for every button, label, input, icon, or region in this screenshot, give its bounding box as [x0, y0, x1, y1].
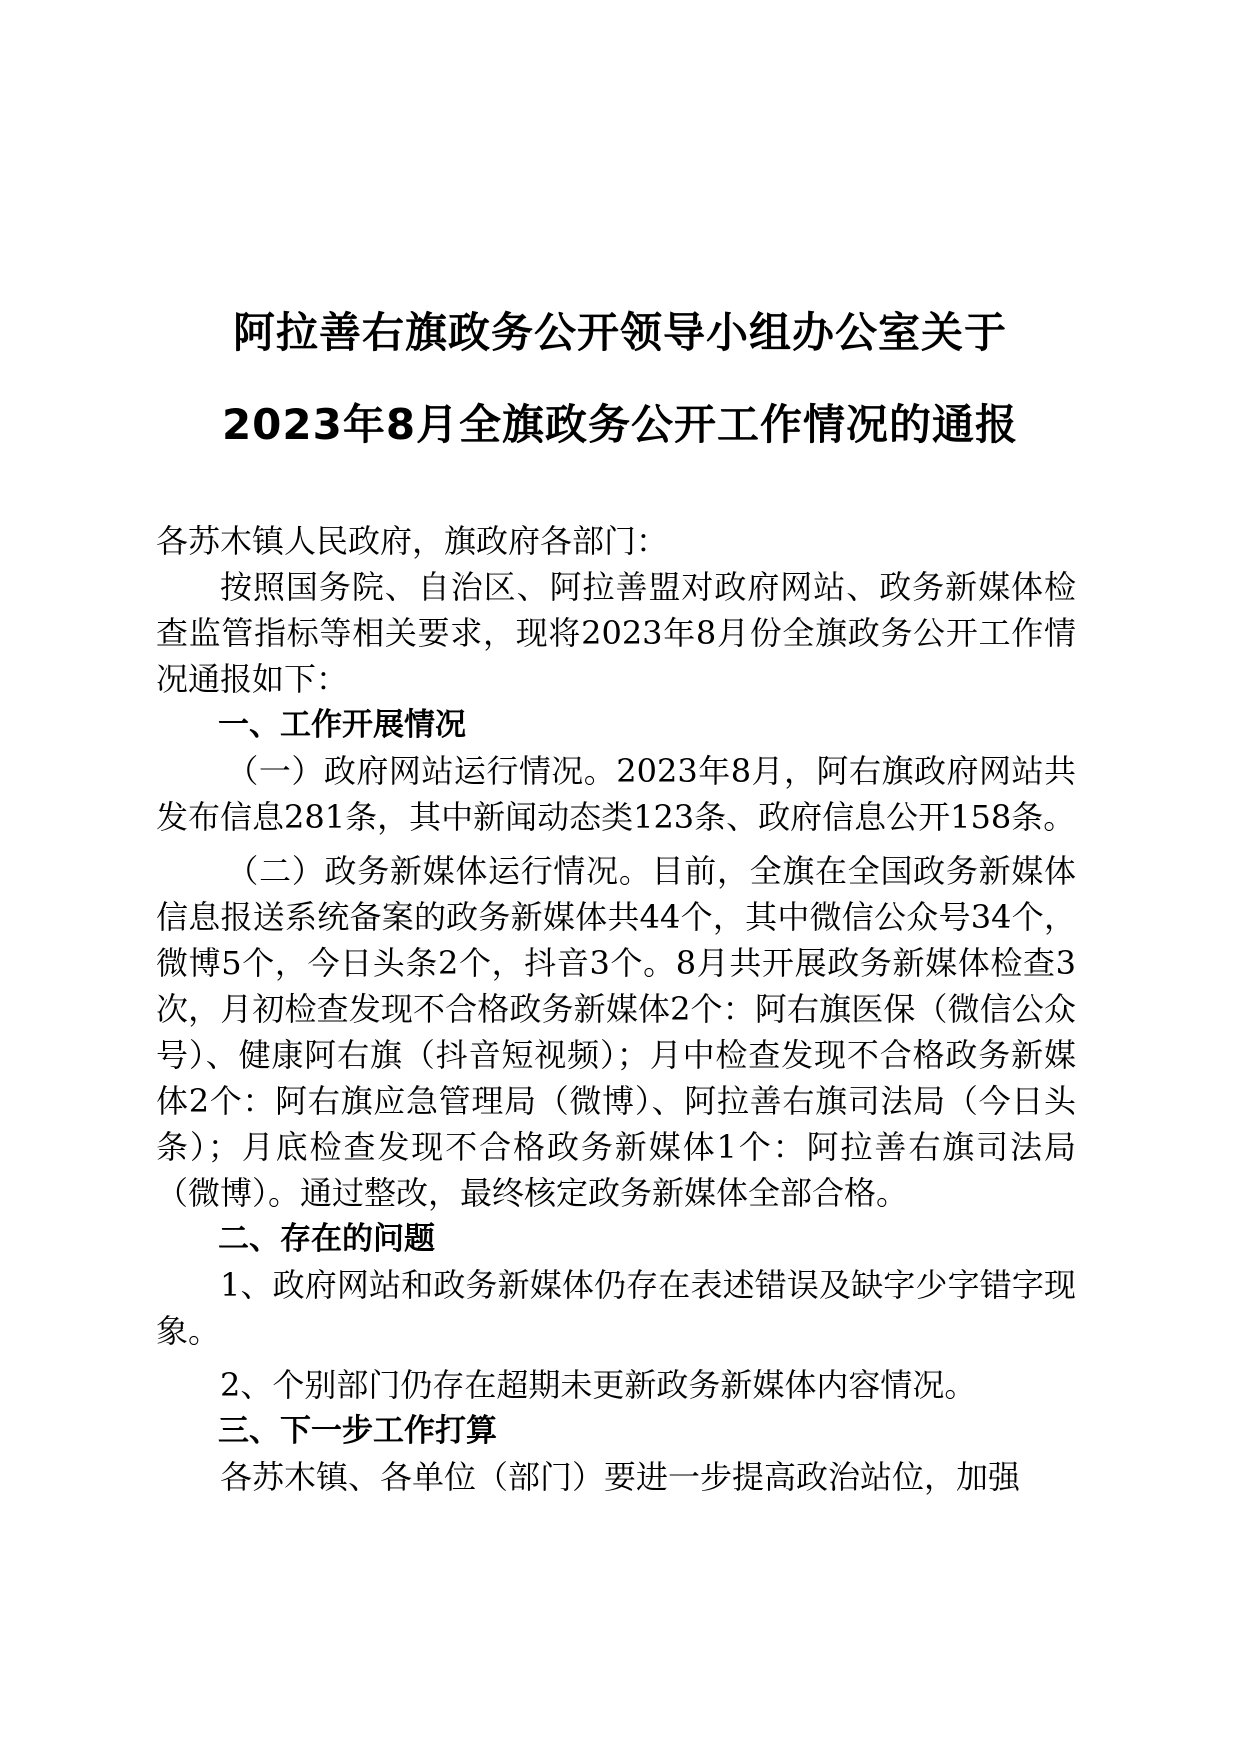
section-3-heading: 三、下一步工作打算	[218, 1413, 497, 1449]
section-1-heading: 一、工作开展情况	[218, 707, 466, 743]
document-title-line-1: 阿拉善右旗政务公开领导小组办公室关于	[232, 308, 1007, 357]
intro-paragraph: 按照国务院、自治区、阿拉善盟对政府网站、政务新媒体检查监管指标等相关要求，现将2023年8月份全旗政务公开工作情况通报如下：	[156, 568, 1076, 698]
section-1-paragraph-new-media: （二）政务新媒体运行情况。目前，全旗在全国政务新媒体信息报送系统备案的政务新媒体共44个，其中微信公众号34个，微博5个，今日头条2个，抖音3个。8月共开展政务新媒体检查3次，月初检查发现不合格政务新媒体2个：阿右旗医保（微信公众号）、健康阿右旗（抖音短视频）；月中检查发现不合格政务新媒体2个：阿右旗应急管理局（微博）、阿拉善右旗司法局（今日头条）；月底检查发现不合格政务新媒体1个：阿拉善右旗司法局（微博）。通过整改，最终核定政务新媒体全部合格。	[156, 852, 1076, 1212]
section-2-item-2: 2、个别部门仍存在超期未更新政务新媒体内容情况。	[220, 1366, 977, 1404]
document-body	[156, 518, 1076, 1500]
document-title-line-2: 2023年8月全旗政务公开工作情况的通报	[221, 400, 1019, 449]
section-1-paragraph-website: （一）政府网站运行情况。2023年8月，阿右旗政府网站共发布信息281条，其中新闻动态类123条、政府信息公开158条。	[156, 752, 1076, 836]
salutation: 各苏木镇人民政府，旗政府各部门：	[156, 522, 669, 560]
section-2-heading: 二、存在的问题	[218, 1221, 435, 1257]
section-3-paragraph: 各苏木镇、各单位（部门）要进一步提高政治站位，加强	[220, 1458, 1021, 1496]
section-2-item-1: 1、政府网站和政务新媒体仍存在表述错误及缺字少字错字现象。	[156, 1266, 1076, 1350]
